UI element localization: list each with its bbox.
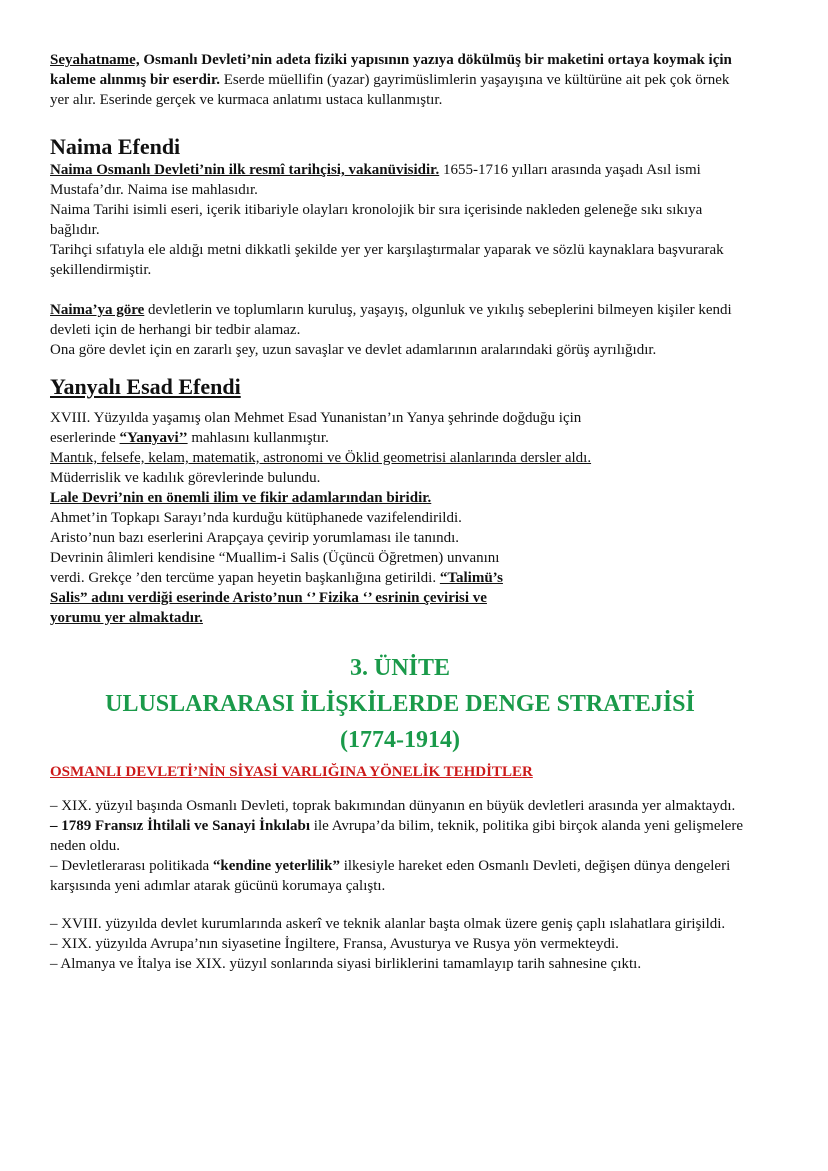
naima-p4 [50, 300, 750, 340]
document-page [50, 50, 750, 974]
threats-p2 [50, 816, 750, 856]
yanyali-l2c: mahlasını kullanmıştır. [187, 430, 329, 446]
seyahatname-title: Seyahatname, [50, 52, 140, 68]
naima-p3: Tarihçi sıfatıyla ele aldığı metni dikkatli şekilde yer yer karşılaştırmalar yaparak ve sözlü kaynaklara başvurarak şekillendirmiştir. [50, 242, 724, 278]
yanyali-l9 [50, 568, 750, 588]
naima-lead-normal: 1655-1716 yılları arasında yaşadı Asıl ismi Mustafa’dır. Naima ise mahlasıdır. [50, 162, 701, 198]
naima-p4-bold: Naima’ya göre [50, 302, 145, 318]
seyahatname-normal-text: Eserde müellifin (yazar) gayrimüslimlerin yaşayışına ve kültürüne ait pek çok örnek yer alır. Eserinde gerçek ve kurmaca anlatımı ustaca kullanmıştır. [50, 72, 730, 108]
yanyali-l11: yorumu yer almaktadır. [50, 610, 203, 626]
yanyali-l2b: “Yanyavi’’ [119, 430, 188, 446]
naima-lead [50, 160, 750, 200]
yanyali-l4: Müderrislik ve kadılık görevlerinde bulundu. [50, 470, 321, 486]
naima-p2: Naima Tarihi isimli eseri, içerik itibariyle olayları kronolojik bir sıra içerisinde nakleden geleneğe sıkı sıkıya bağlıdır. [50, 202, 703, 238]
yanyali-l6: Ahmet’in Topkapı Sarayı’nda kurduğu kütüphanede vazifelendirildi. [50, 510, 462, 526]
threats-p2-bold: – 1789 Fransız İhtilali ve Sanayi İnkılabı [50, 818, 311, 834]
yanyali-l3: Mantık, felsefe, kelam, matematik, astronomi ve Öklid geometrisi alanlarında dersler aldı. [50, 450, 592, 466]
threats-p6: – Almanya ve İtalya ise XIX. yüzyıl sonlarında siyasi birliklerini tamamlayıp tarih sahnesine çıktı. [50, 956, 642, 972]
yanyali-l10: Salis” adını verdiği eserinde Aristo’nun ‘’ Fizika ‘’ esrinin çevirisi ve [50, 590, 487, 606]
naima-heading: Naima Efendi [50, 134, 181, 159]
yanyali-l9a: verdi. Grekçe ’den tercüme yapan heyetin başkanlığına getirildi. [50, 570, 440, 586]
yanyali-l2a: eserlerinde [50, 430, 120, 446]
threats-p3-a: – Devletlerarası politikada [50, 858, 213, 874]
seyahatname-paragraph [50, 50, 750, 110]
threats-p3-b: ilkesiyle hareket eden Osmanlı Devleti, değişen dünya dengeleri karşısında yeni adımlar atarak gücünü korumaya çalıştı. [50, 858, 731, 894]
unit-title-3: (1774-1914) [340, 727, 460, 753]
naima-lead-bold: Naima Osmanlı Devleti’nin ilk resmî tarihçisi, vakanüvisidir. [50, 162, 440, 178]
unit-title-2: ULUSLARARASI İLİŞKİLERDE DENGE STRATEJİSİ [105, 691, 695, 717]
threats-p5: – XIX. yüzyılda Avrupa’nın siyasetine İngiltere, Fransa, Avusturya ve Rusya yön vermekteydi. [50, 936, 619, 952]
threats-p1: – XIX. yüzyıl başında Osmanlı Devleti, toprak bakımından dünyanın en büyük devletleri arasında yer almaktaydı. [50, 798, 736, 814]
yanyali-l5: Lale Devri’nin en önemli ilim ve fikir adamlarından biridir. [50, 490, 432, 506]
threats-subheading: OSMANLI DEVLETİ’NİN SİYASİ VARLIĞINA YÖNELİK TEHDİTLER [50, 764, 533, 780]
yanyali-l8: Devrinin âlimleri kendisine “Muallim-i Salis (Üçüncü Öğretmen) unvanını [50, 550, 500, 566]
threats-p3-bold: “kendine yeterlilik” [212, 858, 340, 874]
yanyali-heading: Yanyalı Esad Efendi [50, 374, 241, 399]
threats-p2-normal: ile Avrupa’da bilim, teknik, politika gibi birçok alanda yeni gelişmelere neden oldu. [50, 818, 743, 854]
threats-p4: – XVIII. yüzyılda devlet kurumlarında askerî ve teknik alanlar başta olmak üzere geniş çaplı ıslahatlara girişildi. [50, 916, 726, 932]
seyahatname-bold-text: Osmanlı Devleti’nin adeta fiziki yapısının yazıya dökülmüş bir maketini ortaya koymak için kaleme alınmış bir eserdir. [50, 52, 732, 88]
naima-p4-normal: devletlerin ve toplumların kuruluş, yaşayış, olgunluk ve yıkılış sebeplerini bilmeyen kişiler kendi devleti için de herhangi bir tedbir alamaz. [50, 302, 732, 338]
yanyali-l2 [50, 428, 750, 448]
yanyali-l7: Aristo’nun bazı eserlerini Arapçaya çevirip yorumlaması ile tanındı. [50, 530, 460, 546]
naima-p5: Ona göre devlet için en zararlı şey, uzun savaşlar ve devlet adamlarının aralarındaki görüş ayrılığıdır. [50, 342, 657, 358]
unit-title-1: 3. ÜNİTE [349, 655, 451, 681]
yanyali-l9b: “Talimü’s [439, 570, 503, 586]
yanyali-l1: XVIII. Yüzyılda yaşamış olan Mehmet Esad Yunanistan’ın Yanya şehrinde doğduğu için [50, 410, 582, 426]
threats-p3 [50, 856, 750, 896]
